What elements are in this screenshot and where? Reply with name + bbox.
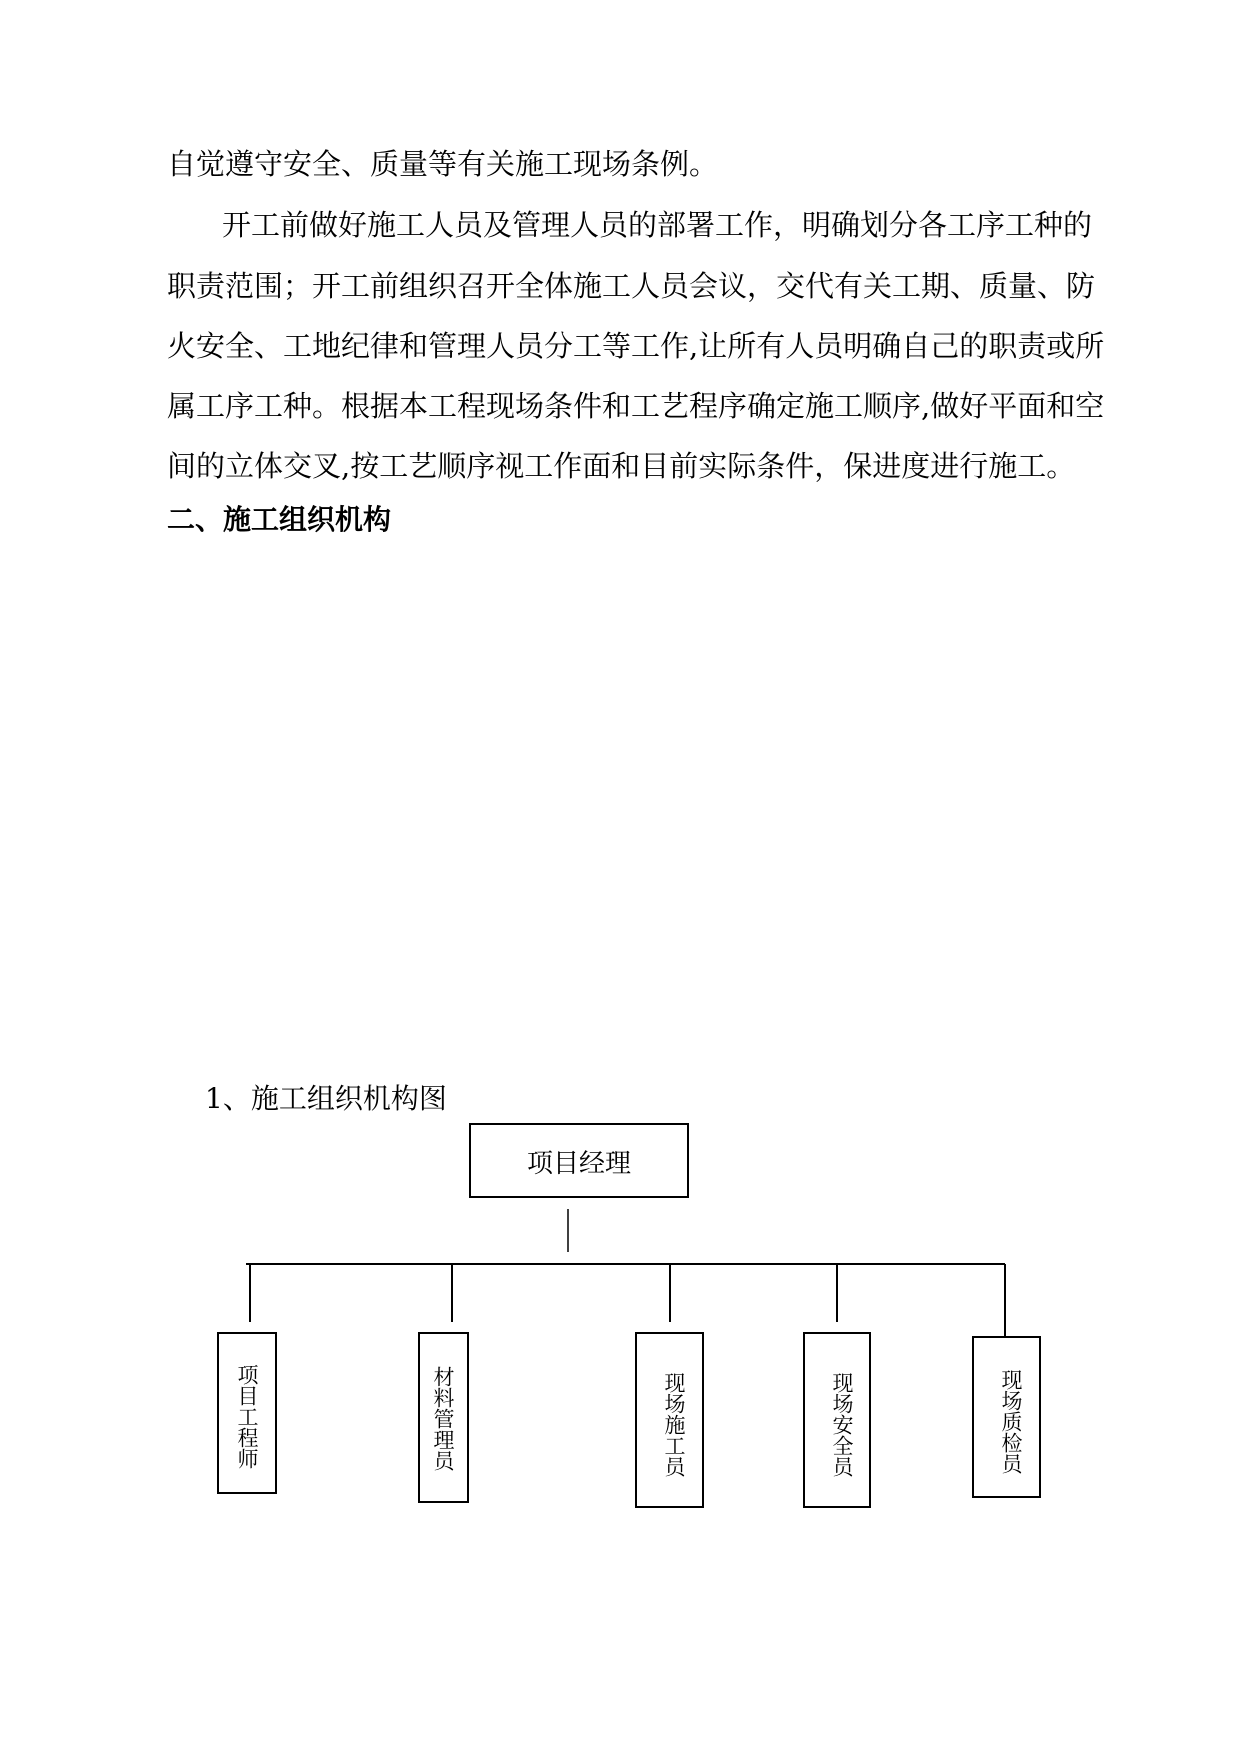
org-child-label-1: 项目工程师 <box>235 1364 259 1469</box>
org-child-label-5: 现场质检员 <box>999 1369 1023 1474</box>
paragraph-line-2: 开工前做好施工人员及管理人员的部署工作，明确划分各工序工种的 <box>222 208 1093 242</box>
org-root-label: 项目经理 <box>526 1149 632 1179</box>
paragraph-line-6: 间的立体交叉,按工艺顺序视工作面和目前实际条件，保进度进行施工。 <box>167 449 1076 483</box>
paragraph-line-4: 火安全、工地纪律和管理人员分工等工作,让所有人员明确自己的职责或所 <box>167 329 1105 363</box>
section-heading: 二、施工组织机构 <box>167 503 392 536</box>
org-child-label-2: 材料管理员 <box>431 1366 455 1471</box>
paragraph-line-3: 职责范围；开工前组织召开全体施工人员会议，交代有关工期、质量、防 <box>167 269 1096 303</box>
paragraph-line-1: 自觉遵守安全、质量等有关施工现场条例。 <box>167 147 719 181</box>
paragraph-line-5: 属工序工种。根据本工程现场条件和工艺程序确定施工顺序,做好平面和空 <box>167 389 1105 423</box>
org-child-label-3: 现场施工员 <box>662 1372 686 1477</box>
org-chart-title: 1、施工组织机构图 <box>205 1082 447 1115</box>
org-child-label-4: 现场安全员 <box>830 1372 854 1477</box>
